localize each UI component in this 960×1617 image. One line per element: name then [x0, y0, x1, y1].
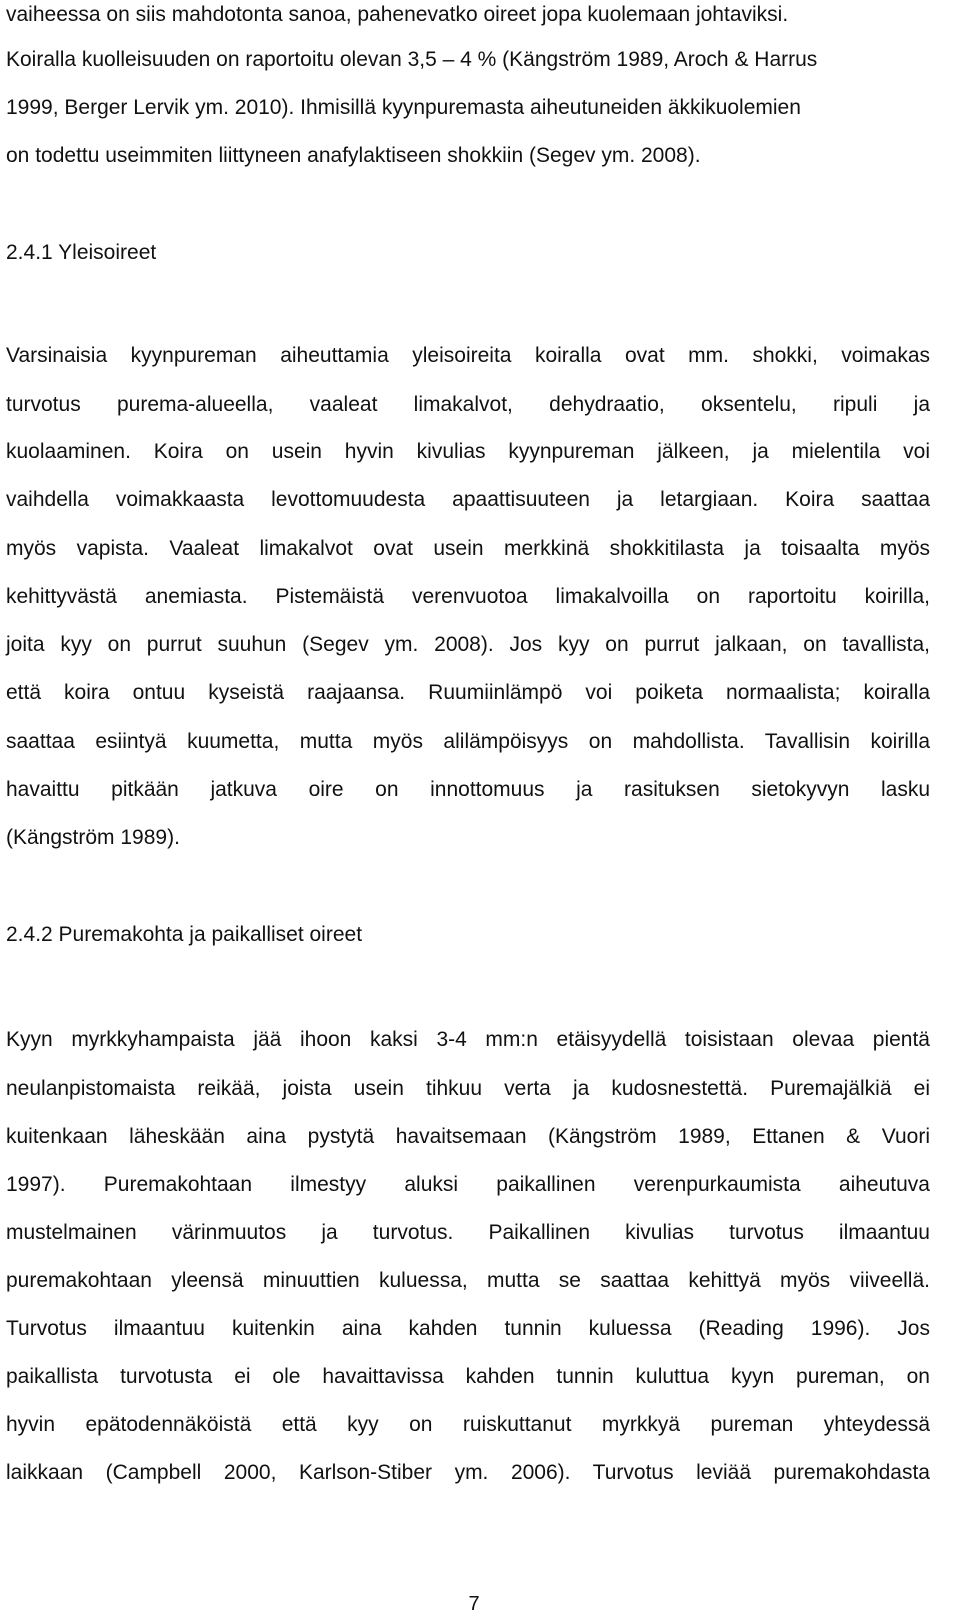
- text-line: kuolaaminen. Koira on usein hyvin kivulias kyynpureman jälkeen, ja mielentila voi: [6, 440, 930, 463]
- text-line: vaihdella voimakkaasta levottomuudesta apaattisuuteen ja letargiaan. Koira saattaa: [6, 488, 930, 511]
- text-line: laikkaan (Campbell 2000, Karlson-Stiber ym. 2006). Turvotus leviää puremakohdasta: [6, 1461, 930, 1484]
- section-heading-2-4-2: 2.4.2 Puremakohta ja paikalliset oireet: [6, 923, 363, 946]
- page-number: 7: [468, 1593, 480, 1615]
- text-line: turvotus purema-alueella, vaaleat limakalvot, dehydraatio, oksentelu, ripuli ja: [6, 393, 930, 416]
- text-line: saattaa esiintyä kuumetta, mutta myös alilämpöisyys on mahdollista. Tavallisin koirilla: [6, 730, 930, 753]
- text-line: kehittyvästä anemiasta. Pistemäistä verenvuotoa limakalvoilla on raportoitu koirilla,: [6, 585, 930, 608]
- text-line: Varsinaisia kyynpureman aiheuttamia yleisoireita koiralla ovat mm. shokki, voimakas: [6, 344, 930, 367]
- text-line: neulanpistomaista reikää, joista usein tihkuu verta ja kudosnestettä. Puremajälkiä ei: [6, 1077, 930, 1100]
- text-line: paikallista turvotusta ei ole havaittavissa kahden tunnin kuluttua kyyn pureman, on: [6, 1365, 930, 1388]
- text-line: havaittu pitkään jatkuva oire on innottomuus ja rasituksen sietokyvyn lasku: [6, 778, 930, 801]
- text-line: hyvin epätodennäköistä että kyy on ruiskuttanut myrkkyä pureman yhteydessä: [6, 1413, 930, 1436]
- text-line: joita kyy on purrut suuhun (Segev ym. 2008). Jos kyy on purrut jalkaan, on tavallista,: [6, 633, 930, 656]
- text-line: 1999, Berger Lervik ym. 2010). Ihmisillä kyynpuremasta aiheutuneiden äkkikuolemien: [6, 96, 801, 119]
- text-line: vaiheessa on siis mahdotonta sanoa, pahenevatko oireet jopa kuolemaan johtaviksi.: [6, 3, 789, 26]
- section-heading-2-4-1: 2.4.1 Yleisoireet: [6, 241, 157, 264]
- text-line: 1997). Puremakohtaan ilmestyy aluksi paikallinen verenpurkaumista aiheutuva: [6, 1173, 930, 1196]
- text-line: myös vapista. Vaaleat limakalvot ovat usein merkkinä shokkitilasta ja toisaalta myös: [6, 537, 930, 560]
- text-line: Koiralla kuolleisuuden on raportoitu olevan 3,5 – 4 % (Kängström 1989, Aroch & Harrus: [6, 48, 818, 71]
- text-line: Turvotus ilmaantuu kuitenkin aina kahden tunnin kuluessa (Reading 1996). Jos: [6, 1317, 930, 1340]
- text-line: kuitenkaan läheskään aina pystytä havaitsemaan (Kängström 1989, Ettanen & Vuori: [6, 1125, 930, 1148]
- text-line: (Kängström 1989).: [6, 826, 180, 849]
- text-line: puremakohtaan yleensä minuuttien kuluessa, mutta se saattaa kehittyä myös viiveellä.: [6, 1269, 930, 1292]
- text-line: on todettu useimmiten liittyneen anafylaktiseen shokkiin (Segev ym. 2008).: [6, 144, 701, 167]
- text-line: mustelmainen värinmuutos ja turvotus. Paikallinen kivulias turvotus ilmaantuu: [6, 1221, 930, 1244]
- text-line: Kyyn myrkkyhampaista jää ihoon kaksi 3-4 mm:n etäisyydellä toisistaan olevaa pientä: [6, 1028, 930, 1051]
- text-line: että koira ontuu kyseistä raajaansa. Ruumiinlämpö voi poiketa normaalista; koiralla: [6, 681, 930, 704]
